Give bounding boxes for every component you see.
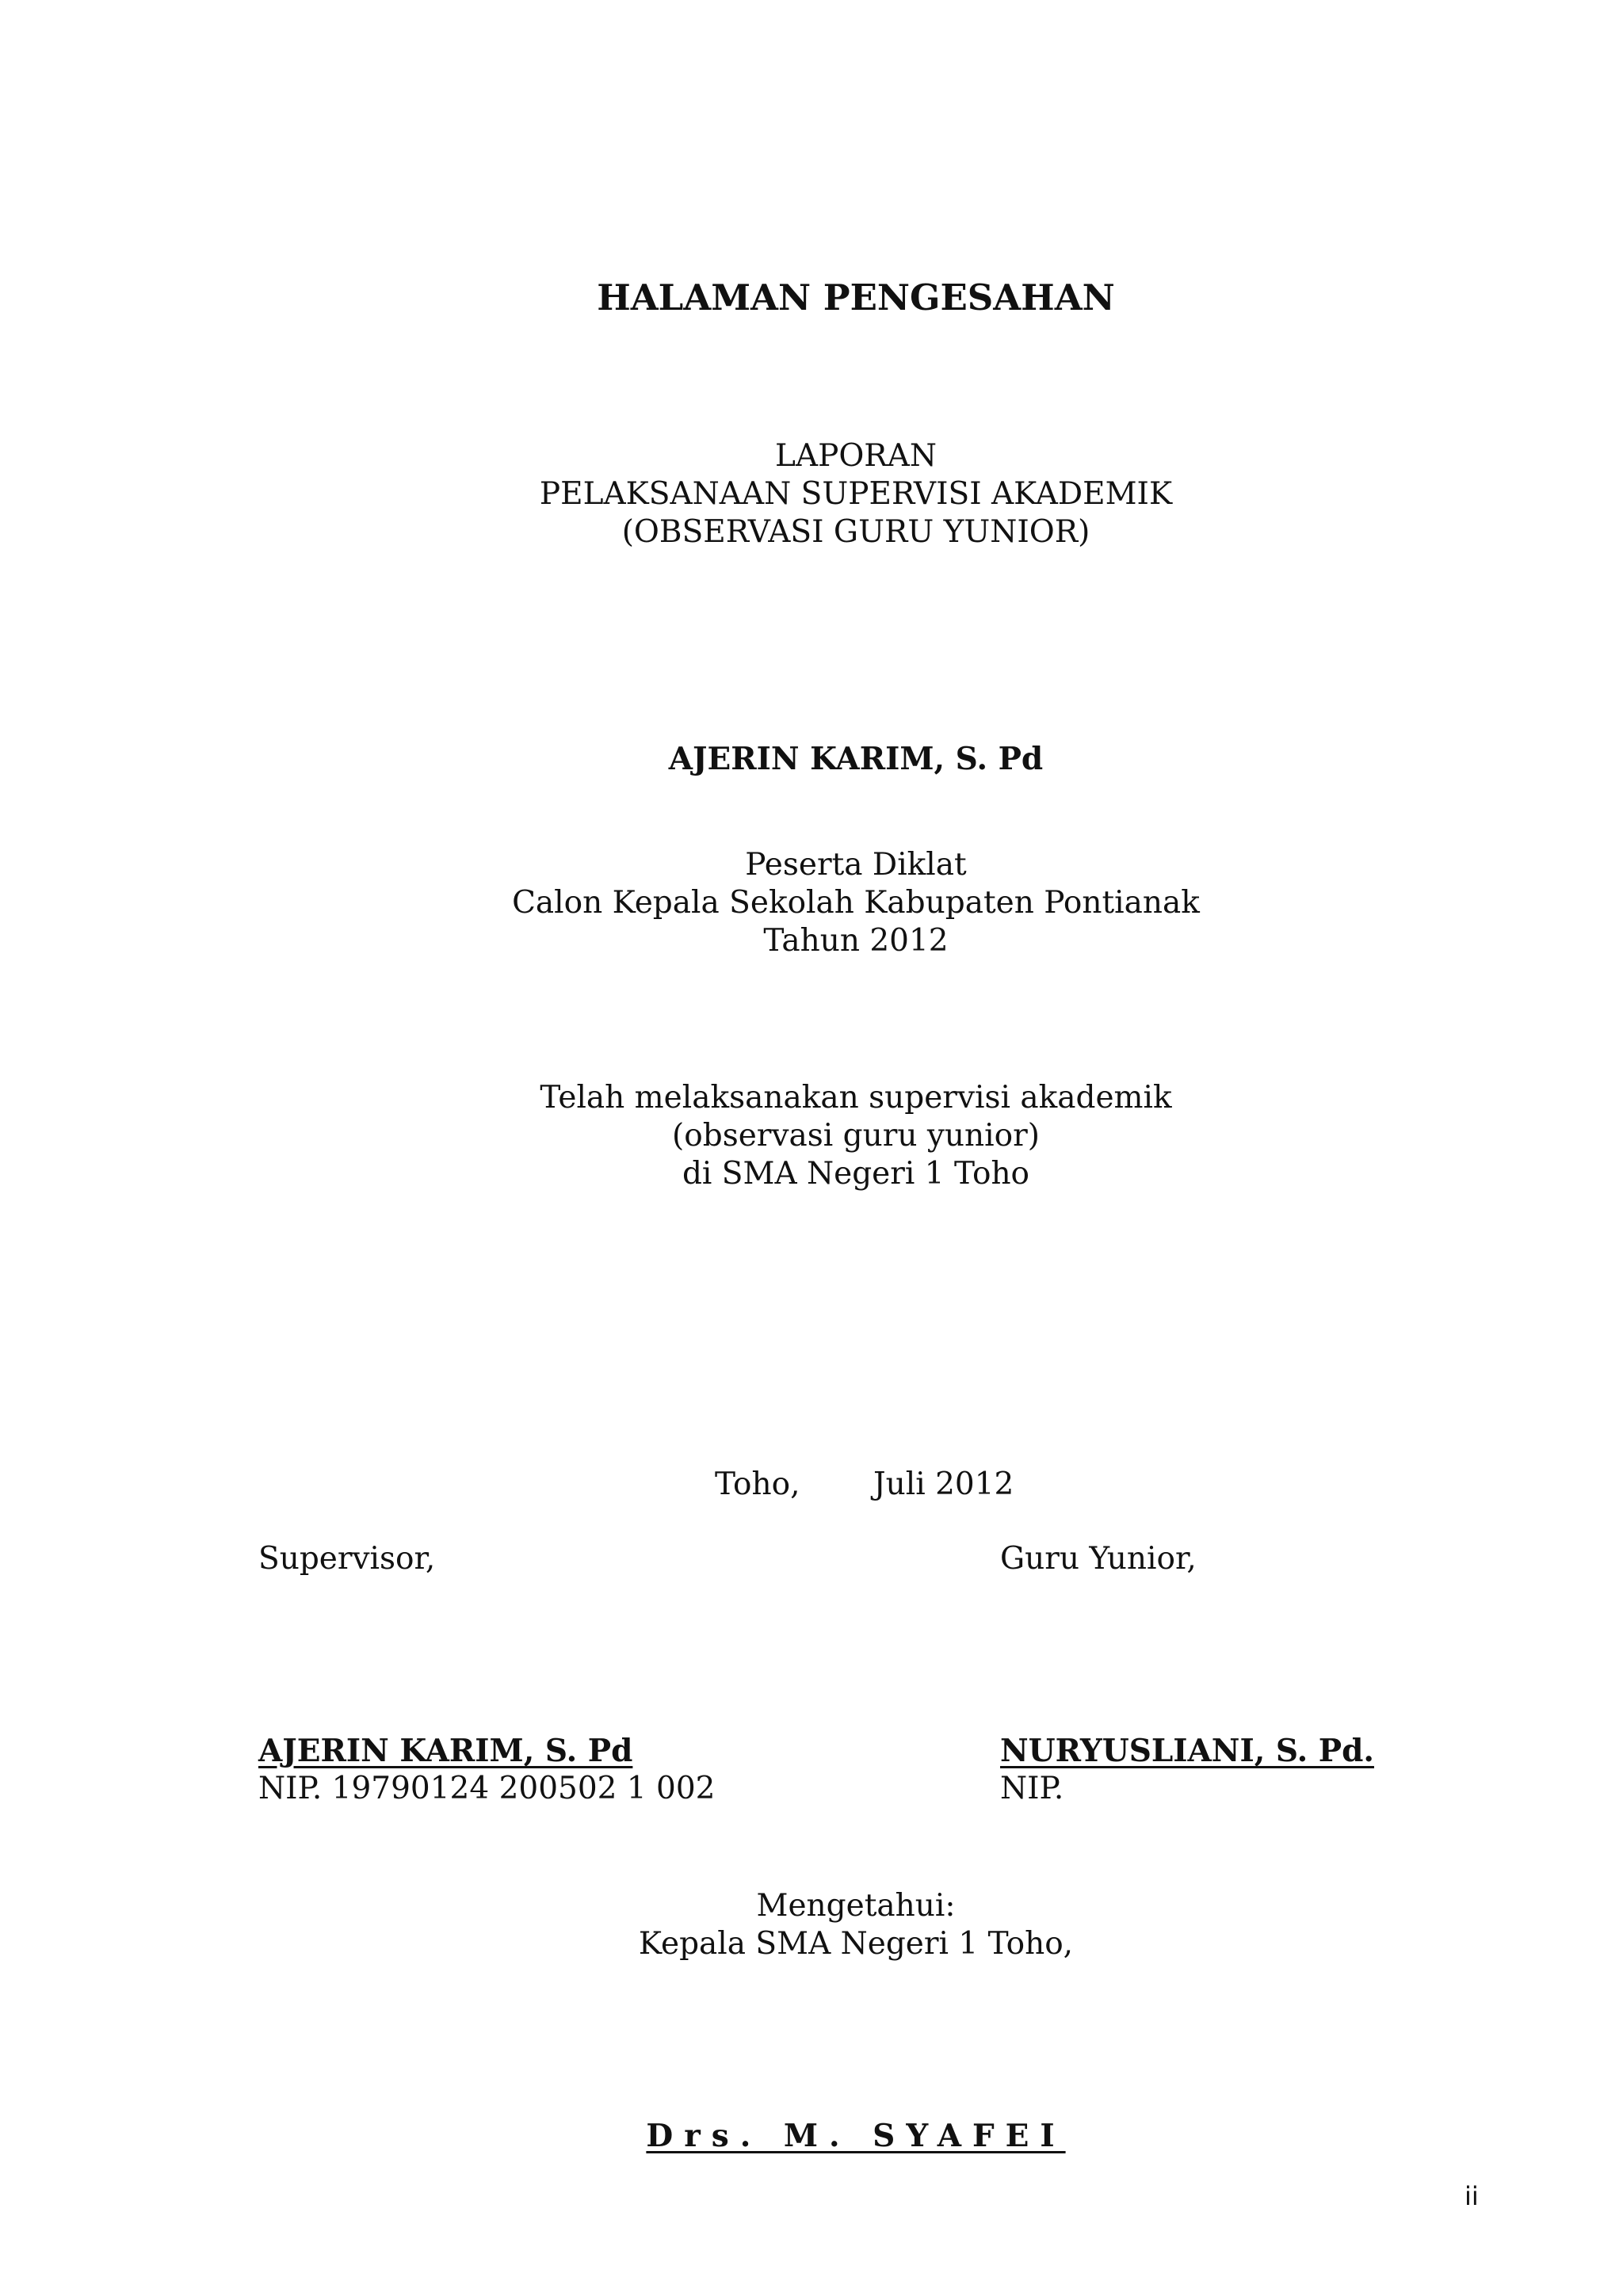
report-line-2: PELAKSANAAN SUPERVISI AKADEMIK [539,476,1173,512]
participant-name: AJERIN KARIM, S. Pd [668,741,1044,777]
supervisor-name: AJERIN KARIM, S. Pd [258,1733,633,1769]
page-number: ii [1465,2181,1479,2211]
junior-teacher-name: NURYUSLIANI, S. Pd. [1000,1733,1374,1769]
headmaster-signature [0,2117,1623,2156]
acknowledgement-line-1: Mengetahui: [756,1888,956,1924]
supervisor-label: Supervisor, [258,1541,436,1577]
participant-role-line-1: Peserta Diklat [745,847,967,883]
report-line-1: LAPORAN [775,438,937,474]
report-line-3: (OBSERVASI GURU YUNIOR) [621,514,1090,550]
date-place: Toho, [715,1466,800,1502]
headmaster-name: Drs. M. SYAFEI [646,2118,1066,2154]
participant-role-line-2: Calon Kepala Sekolah Kabupaten Pontianak [512,885,1200,921]
junior-teacher-label: Guru Yunior, [1000,1541,1197,1577]
supervisor-nip: NIP. 19790124 200502 1 002 [258,1771,716,1806]
junior-teacher-nip: NIP. [1000,1771,1064,1806]
participant-role-line-3: Tahun 2012 [763,923,949,959]
acknowledgement-line-2: Kepala SMA Negeri 1 Toho, [638,1926,1074,1962]
date-month-year: Juli 2012 [873,1466,1014,1502]
statement-line-3: di SMA Negeri 1 Toho [682,1156,1030,1192]
page-title: HALAMAN PENGESAHAN [597,277,1115,318]
statement-line-1: Telah melaksanakan supervisi akademik [540,1080,1172,1116]
statement-line-2: (observasi guru yunior) [672,1118,1040,1154]
